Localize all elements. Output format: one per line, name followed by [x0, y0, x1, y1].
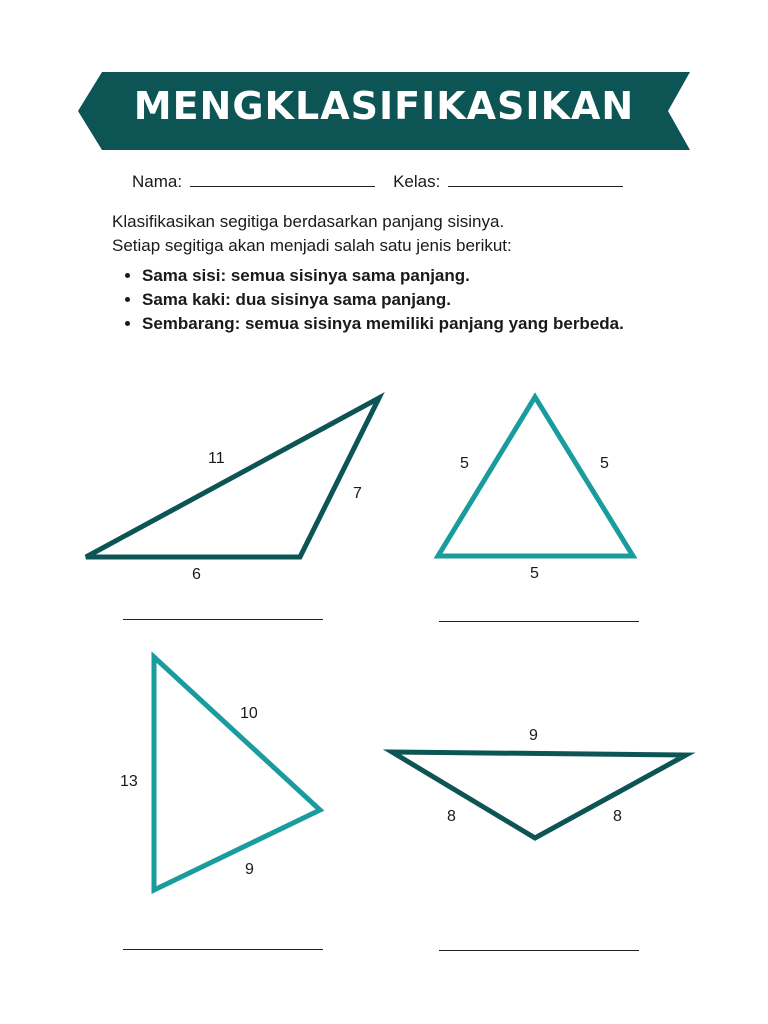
triangle-2-side-b: 5	[600, 455, 609, 472]
triangle-2	[438, 397, 633, 556]
answer-line-1[interactable]	[123, 619, 323, 620]
class-label: Kelas:	[393, 172, 441, 191]
answer-line-2[interactable]	[439, 621, 639, 622]
triangle-4	[392, 752, 686, 838]
answer-line-3[interactable]	[123, 949, 323, 950]
triangle-2-side-a: 5	[460, 455, 469, 472]
triangle-4-side-a: 9	[529, 727, 538, 744]
rule-isosceles: • Sama kaki: dua sisinya sama panjang.	[142, 288, 642, 312]
triangle-4-side-b: 8	[447, 808, 456, 825]
triangle-1-side-a: 11	[208, 450, 225, 467]
rule-equilateral: • Sama sisi: semua sisinya sama panjang.	[142, 264, 642, 288]
triangle-4-side-c: 8	[613, 808, 622, 825]
triangle-2-side-c: 5	[530, 565, 539, 582]
answer-line-4[interactable]	[439, 950, 639, 951]
page-title: MENGKLASIFIKASIKAN	[133, 84, 635, 128]
triangle-3-side-a: 10	[240, 705, 258, 722]
name-label: Nama:	[132, 172, 183, 191]
triangle-3-side-c: 9	[245, 861, 254, 878]
triangle-3	[154, 657, 320, 890]
triangle-3-side-b: 13	[120, 773, 138, 790]
triangle-1	[86, 398, 379, 557]
triangle-1-side-c: 6	[192, 566, 201, 583]
instruction-line-1: Klasifikasikan segitiga berdasarkan panjang sisinya.	[112, 212, 505, 231]
rule-scalene: • Sembarang: semua sisinya memiliki panjang yang berbeda.	[142, 312, 642, 336]
instruction-line-2: Setiap segitiga akan menjadi salah satu jenis berikut:	[112, 236, 512, 255]
triangle-1-side-b: 7	[353, 485, 362, 502]
